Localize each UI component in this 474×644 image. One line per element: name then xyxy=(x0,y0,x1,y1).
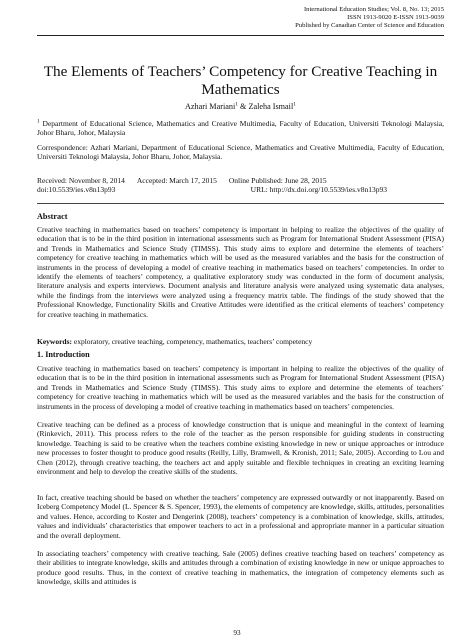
journal-header xyxy=(295,6,444,31)
author-name: Zaleha Ismail xyxy=(248,102,294,111)
publication-dates xyxy=(37,176,444,195)
doi-url[interactable]: URL: http://dx.doi.org/10.5539/ies.v8n13p93 xyxy=(250,185,387,195)
correspondence: Correspondence: Azhari Mariani, Department of Educational Science, Mathematics and Creative Multimedia, Faculty of Education, Universiti Teknologi Malaysia, Johor Bharu, Johor, Malaysia. xyxy=(37,143,444,162)
author-name: Azhari Mariani xyxy=(184,102,236,111)
received-date: Received: November 8, 2014 xyxy=(37,176,125,185)
keywords-text: exploratory, creative teaching, competency, mathematics, teachers’ competency xyxy=(72,337,313,346)
affiliation-text: Department of Educational Science, Mathematics and Creative Multimedia, Faculty of Education, Universiti Teknologi Malaysia, Johor Bharu, Johor, Malaysia xyxy=(37,119,444,138)
keywords xyxy=(37,337,444,346)
abstract-text: Creative teaching in mathematics based on teachers’ competency is important in helping to realize the objectives of the quality of education that is to be in the third position in international assessments such as Program for International Student Assessment (PISA) and Trends in Mathematics and Science Study (TIMSS). This study aims to explore and determine the elements of teachers’ competency for creative teaching in mathematics which will be used as the measured variables and the basis for the construction of instruments in the process of developing a model of creative teaching in mathematics based on teachers’ competencies. In order to identify the elements of teachers’ competency, a qualitative exploratory study was conducted in the form of document analysis, literature analysis and experts interviews. Document analysis and literature analysis were analyzed using systematic data analyses, while the findings from the interviews were analyzed using a frequency matrix table. The findings of the study showed that the Professional Knowledge, Functionality Skills and Creative Attitudes were identified as the critical elements of teachers’ competency for creative teaching in mathematics. xyxy=(37,225,444,319)
author-affil-mark: 1 xyxy=(293,101,296,108)
keywords-label: Keywords: xyxy=(37,337,72,346)
intro-paragraph: In associating teachers’ competency with creative teaching, Sale (2005) defines creative teaching based on teachers’ competency as their abilities to integrate knowledge, skills and attitudes through a combination of existing knowledge in new or unique approaches to produce good results. Thus, in the context of creative teaching in mathematics, the integration of competency elements such as knowledge, skills and attitudes is xyxy=(37,549,444,587)
journal-issn: ISSN 1913-9020 E-ISSN 1913-9039 xyxy=(347,14,444,22)
author-separator: & xyxy=(237,102,249,111)
paper-title: The Elements of Teachers’ Competency for Creative Teaching in Mathematics xyxy=(43,63,438,98)
journal-info: International Education Studies; Vol. 8, No. 13; 2015 xyxy=(303,6,444,13)
affiliation xyxy=(37,119,444,138)
page-number: 93 xyxy=(233,629,241,637)
intro-paragraph: Creative teaching can be defined as a process of knowledge construction that is unique and meaningful in the context of learning (Rinkevich, 2011). This process refers to the role of the teacher as the person responsible for guiding students in constructing knowledge. Teaching is said to be creative when the teachers combine existing knowledge in new or unique approaches or introduce new processes to foster thought to produce good results (Reilly, Lilly, Bramwell, & Kronish, 2011; Sale, 2005). According to Lou and Chen (2012), through creative teaching, the teachers act and apply suitable and flexible techniques in creating an exciting learning environment and help to develop the creative skills of the students. xyxy=(37,420,444,477)
intro-paragraph: In fact, creative teaching should be based on whether the teachers’ competency are expressed outwardly or not inapparently. Based on Iceberg Competency Model (L. Spencer & S. Spencer, 1993), the elements of competency are knowledge, skills, attitudes, personalities and values. Hence, according to Koster and Dengerink (2008), teachers’ competency is a combination of knowledge, skills, attitudes, values and individuals’ characteristics that empower teachers to act in a professional and appropriate manner in a particular situation and the overall deployment. xyxy=(37,493,444,540)
affiliation-mark: 1 xyxy=(37,118,40,125)
accepted-date: Accepted: March 17, 2015 xyxy=(136,176,217,185)
dates-divider xyxy=(37,203,444,204)
section-heading: 1. Introduction xyxy=(37,350,90,359)
abstract-heading: Abstract xyxy=(37,212,68,221)
author-line xyxy=(37,102,444,111)
header-divider xyxy=(37,35,444,36)
author-affil-mark: 1 xyxy=(235,101,238,108)
online-date: Online Published: June 28, 2015 xyxy=(228,176,327,185)
intro-paragraph: Creative teaching in mathematics based on teachers’ competency is important in helping to realize the objectives of the quality of education that is to be in the third position in international assessments such as Program for International Student Assessment (PISA) and Trends in Mathematics and Science Study (TIMSS). This study aims to explore and determine the elements of teachers’ competency for creative teaching in mathematics which will be used as the measured variables and the basis for the construction of instruments in the process of developing a model of creative teaching in mathematics based on teachers’ competencies. xyxy=(37,364,444,411)
doi-text: doi:10.5539/ies.v8n13p93 xyxy=(37,185,116,195)
journal-publisher: Published by Canadian Center of Science and Education xyxy=(295,22,444,30)
